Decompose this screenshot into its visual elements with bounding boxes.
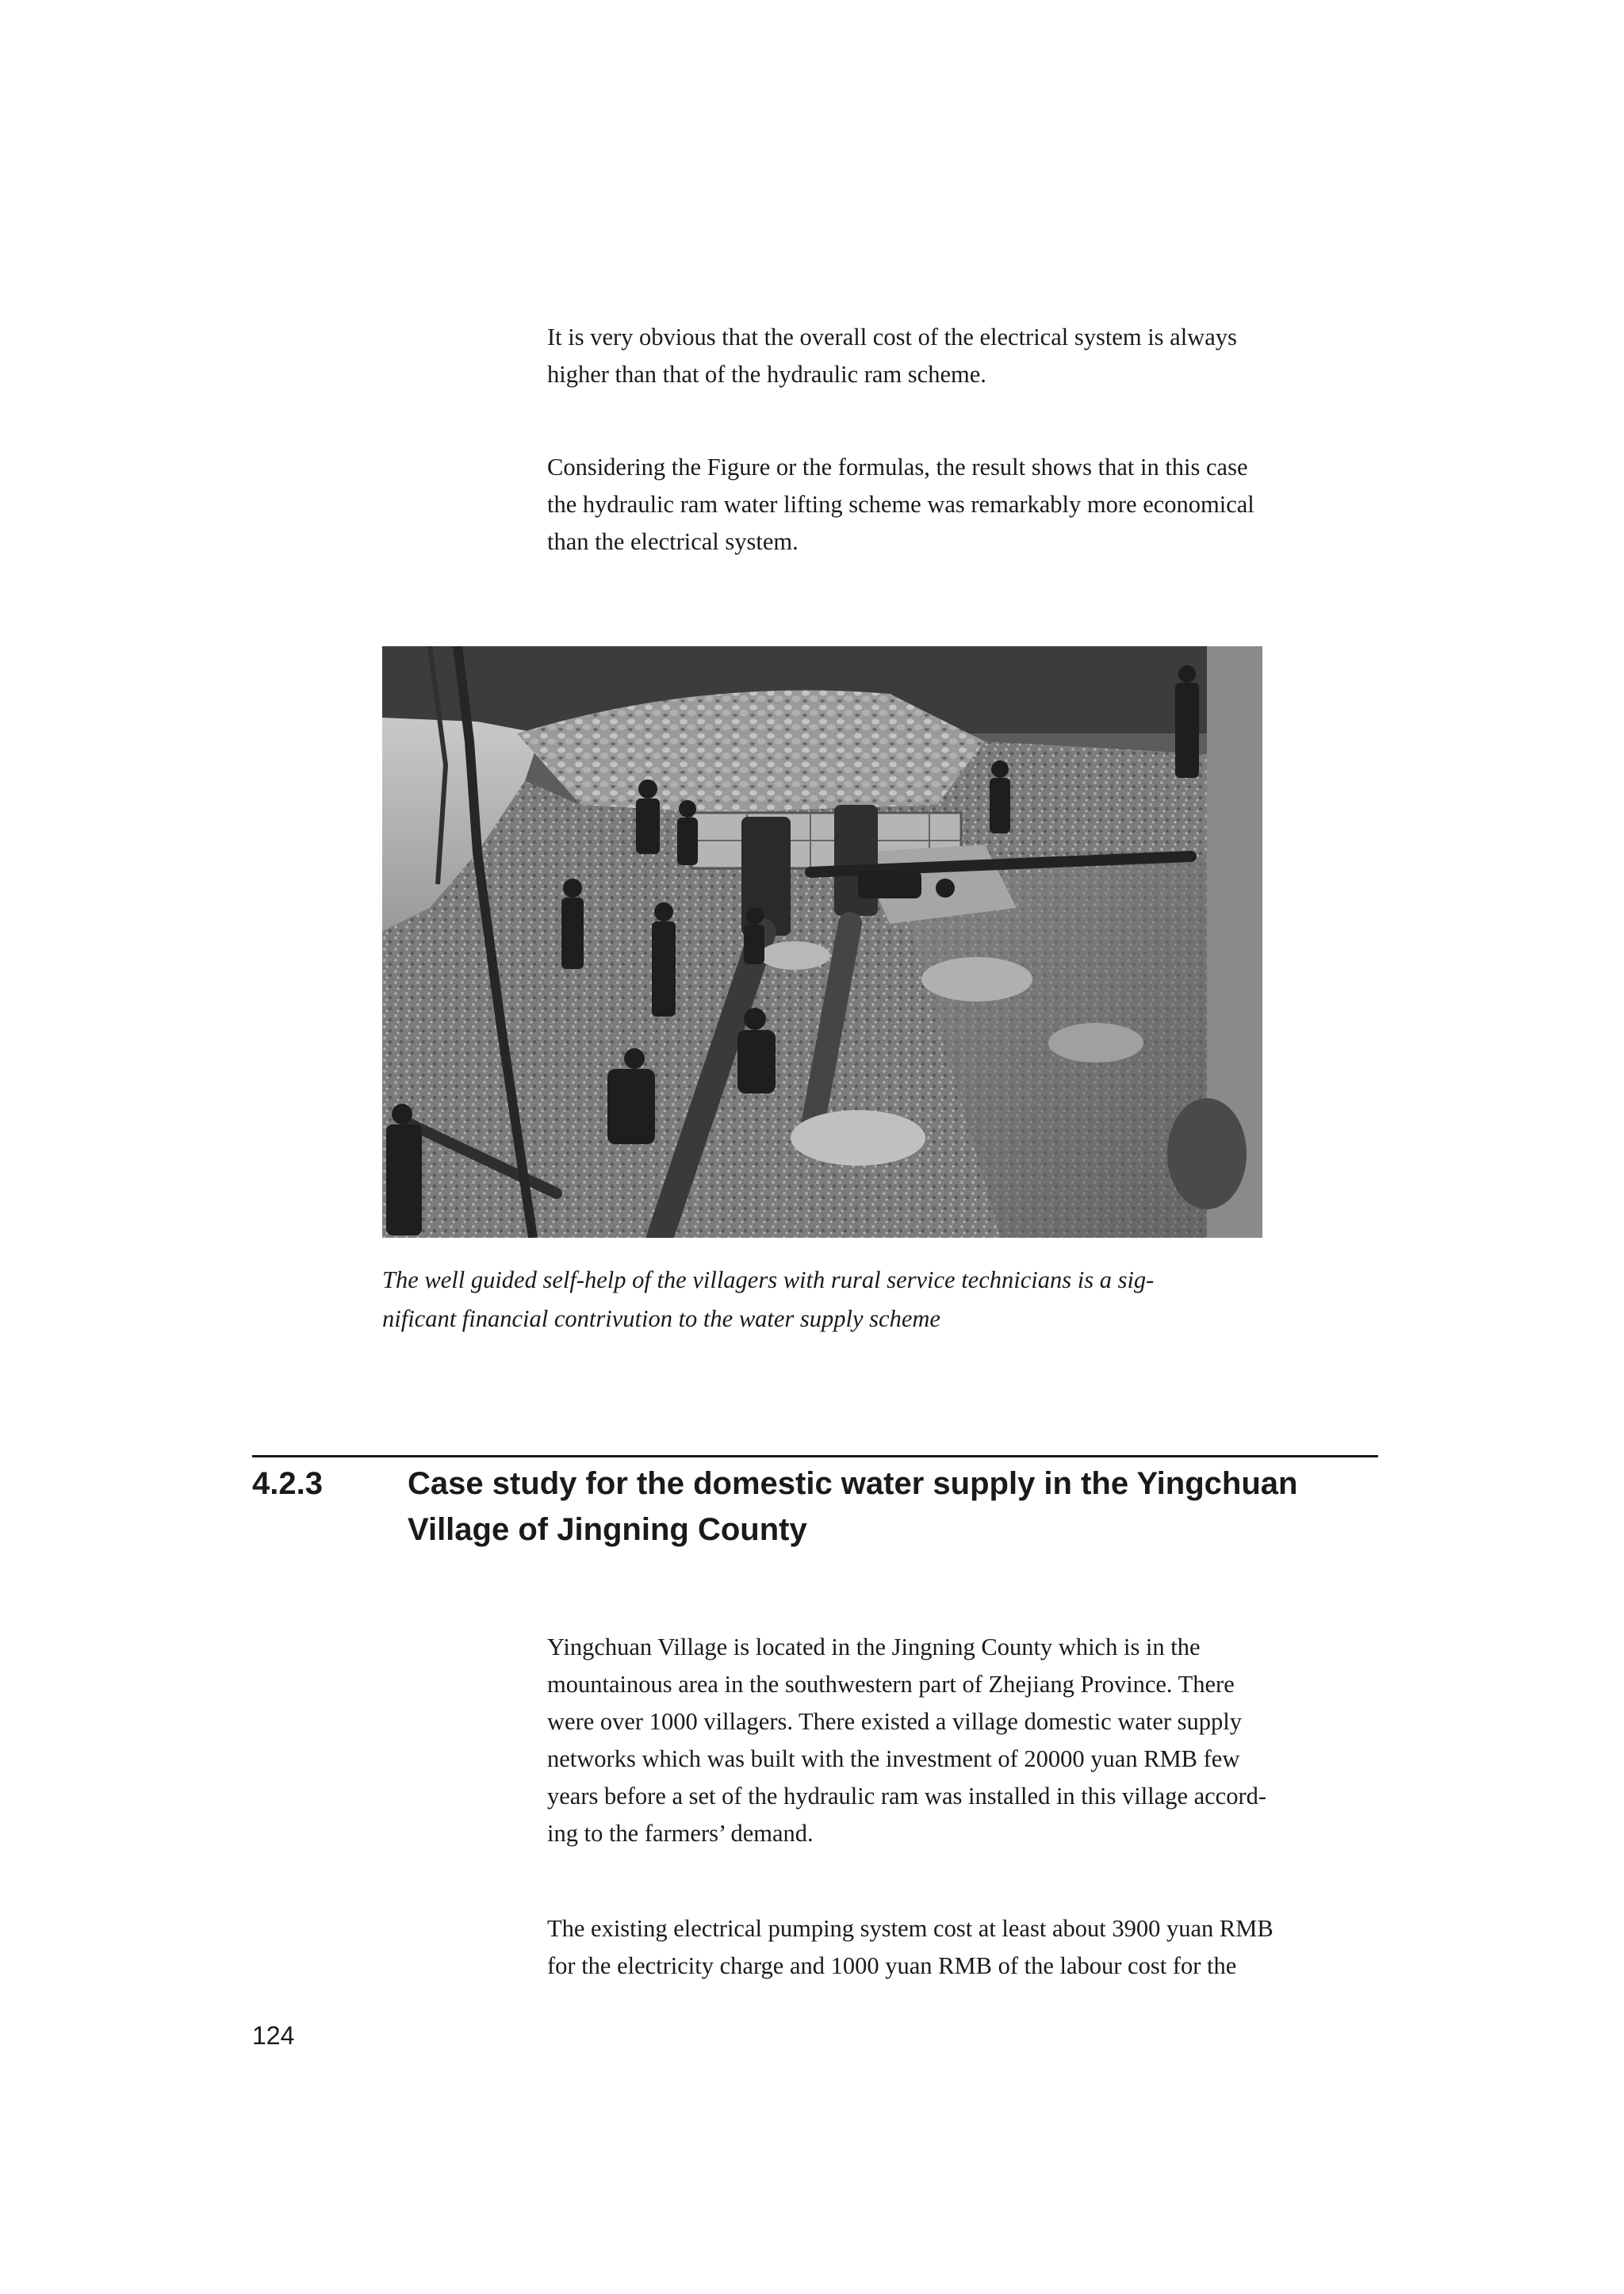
figure-caption [382, 1261, 1270, 1338]
text-line: years before a set of the hydraulic ram was installed in this village accord- [547, 1783, 1267, 1810]
text-line: higher than that of the hydraulic ram scheme. [547, 361, 986, 388]
text-line: It is very obvious that the overall cost of the electrical system is always [547, 324, 1237, 350]
caption-line: nificant financial contrivution to the water supply scheme [382, 1305, 940, 1332]
paragraph-conclusion [547, 449, 1388, 561]
text-line: The existing electrical pumping system cost at least about 3900 yuan RMB [547, 1915, 1274, 1942]
text-line: were over 1000 villagers. There existed a village domestic water supply [547, 1708, 1243, 1735]
paragraph-village-description [547, 1629, 1388, 1852]
section-title [408, 1461, 1383, 1553]
text-line: mountainous area in the southwestern part of Zhejiang Province. There [547, 1671, 1235, 1698]
caption-line: The well guided self-help of the villagers with rural service technicians is a sig- [382, 1266, 1155, 1293]
section-rule [252, 1455, 1378, 1457]
text-line: Yingchuan Village is located in the Jingning County which is in the [547, 1633, 1201, 1660]
construction-photo [382, 646, 1262, 1238]
title-line: Village of Jingning County [408, 1512, 807, 1547]
text-line: for the electricity charge and 1000 yuan RMB of the labour cost for the [547, 1952, 1237, 1979]
title-line: Case study for the domestic water supply in the Yingchuan [408, 1466, 1298, 1501]
text-line: Considering the Figure or the formulas, the result shows that in this case [547, 454, 1248, 481]
text-line: networks which was built with the investment of 20000 yuan RMB few [547, 1745, 1240, 1772]
page-number: 124 [252, 2021, 295, 2050]
text-line: the hydraulic ram water lifting scheme was remarkably more economical [547, 491, 1254, 518]
section-number: 4.2.3 [252, 1466, 323, 1501]
paragraph-cost-comparison [547, 319, 1388, 393]
paragraph-electrical-cost [547, 1910, 1388, 1985]
text-line: than the electrical system. [547, 528, 799, 555]
text-line: ing to the farmers’ demand. [547, 1820, 814, 1847]
